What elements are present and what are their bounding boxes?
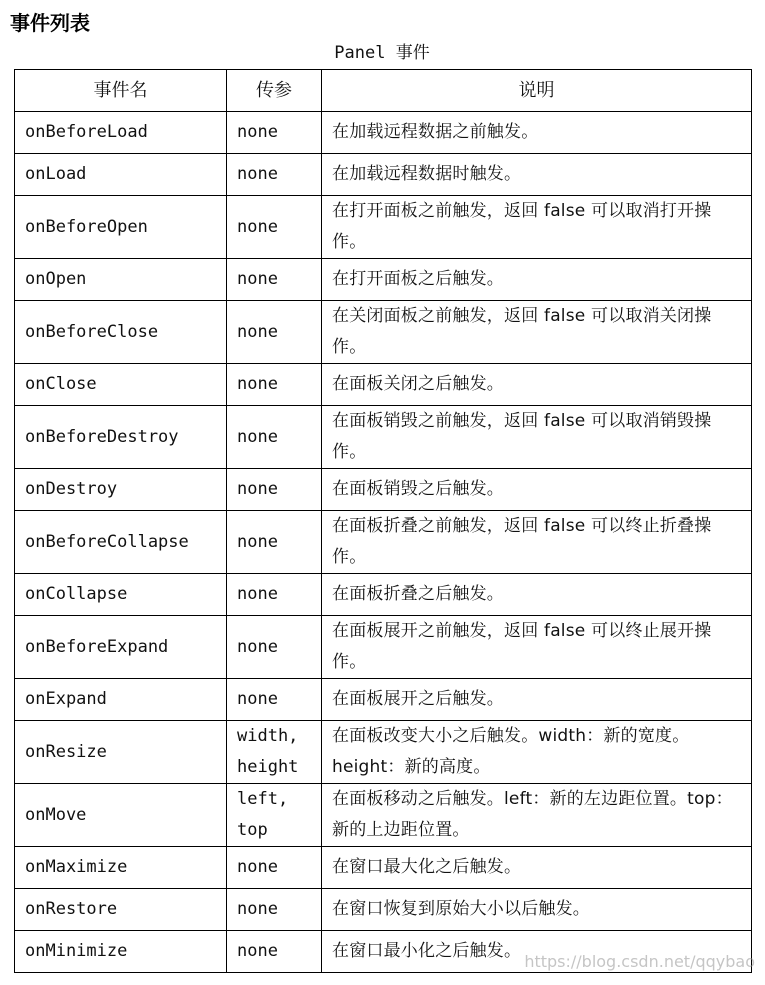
event-param-cell: left, top: [227, 784, 322, 847]
table-row: [15, 511, 752, 574]
event-param-cell: none: [227, 574, 322, 616]
event-param-cell: none: [227, 406, 322, 469]
event-name-cell: onClose: [15, 364, 227, 406]
event-description-cell: 在面板改变大小之后触发。width：新的宽度。height：新的高度。: [322, 721, 752, 784]
table-body: [15, 112, 752, 973]
event-description-cell: 在加载远程数据之前触发。: [322, 112, 752, 154]
event-description-cell: 在窗口最大化之后触发。: [322, 847, 752, 889]
event-description-cell: 在面板移动之后触发。left：新的左边距位置。top：新的上边距位置。: [322, 784, 752, 847]
page-heading: 事件列表: [10, 11, 90, 35]
table-caption: Panel 事件: [334, 43, 430, 63]
table-row: [15, 301, 752, 364]
table-row: [15, 259, 752, 301]
event-name-cell: onBeforeCollapse: [15, 511, 227, 574]
event-name-cell: onResize: [15, 721, 227, 784]
table-row: [15, 889, 752, 931]
event-name-cell: onExpand: [15, 679, 227, 721]
event-name-cell: onBeforeClose: [15, 301, 227, 364]
event-param-cell: none: [227, 889, 322, 931]
event-name-cell: onBeforeDestroy: [15, 406, 227, 469]
event-param-cell: none: [227, 196, 322, 259]
event-name-cell: onMaximize: [15, 847, 227, 889]
table-row: [15, 469, 752, 511]
event-description-cell: 在面板销毁之后触发。: [322, 469, 752, 511]
table-row: [15, 574, 752, 616]
event-description-cell: 在打开面板之前触发，返回 false 可以取消打开操作。: [322, 196, 752, 259]
event-name-cell: onDestroy: [15, 469, 227, 511]
table-header-row: [15, 70, 752, 112]
event-description-cell: 在面板展开之后触发。: [322, 679, 752, 721]
events-table: [14, 69, 752, 973]
event-param-cell: none: [227, 364, 322, 406]
event-name-cell: onLoad: [15, 154, 227, 196]
column-header-param: 传参: [227, 70, 322, 112]
event-param-cell: width, height: [227, 721, 322, 784]
table-row: [15, 784, 752, 847]
table-row: [15, 154, 752, 196]
event-param-cell: none: [227, 301, 322, 364]
column-header-desc: 说明: [322, 70, 752, 112]
table-row: [15, 616, 752, 679]
event-param-cell: none: [227, 847, 322, 889]
event-param-cell: none: [227, 154, 322, 196]
event-param-cell: none: [227, 931, 322, 973]
event-description-cell: 在面板折叠之前触发，返回 false 可以终止折叠操作。: [322, 511, 752, 574]
event-param-cell: none: [227, 469, 322, 511]
table-row: [15, 364, 752, 406]
event-name-cell: onRestore: [15, 889, 227, 931]
event-description-cell: 在面板展开之前触发，返回 false 可以终止展开操作。: [322, 616, 752, 679]
event-param-cell: none: [227, 112, 322, 154]
event-name-cell: onOpen: [15, 259, 227, 301]
event-name-cell: onMinimize: [15, 931, 227, 973]
table-row: [15, 721, 752, 784]
event-description-cell: 在加载远程数据时触发。: [322, 154, 752, 196]
event-name-cell: onBeforeLoad: [15, 112, 227, 154]
event-description-cell: 在面板关闭之后触发。: [322, 364, 752, 406]
table-row: [15, 406, 752, 469]
event-param-cell: none: [227, 679, 322, 721]
event-description-cell: 在面板折叠之后触发。: [322, 574, 752, 616]
table-row: [15, 196, 752, 259]
event-param-cell: none: [227, 259, 322, 301]
event-description-cell: 在关闭面板之前触发，返回 false 可以取消关闭操作。: [322, 301, 752, 364]
event-name-cell: onMove: [15, 784, 227, 847]
event-description-cell: 在窗口最小化之后触发。: [322, 931, 752, 973]
table-row: [15, 112, 752, 154]
event-description-cell: 在窗口恢复到原始大小以后触发。: [322, 889, 752, 931]
event-description-cell: 在面板销毁之前触发，返回 false 可以取消销毁操作。: [322, 406, 752, 469]
table-row: [15, 679, 752, 721]
event-name-cell: onCollapse: [15, 574, 227, 616]
event-name-cell: onBeforeExpand: [15, 616, 227, 679]
event-name-cell: onBeforeOpen: [15, 196, 227, 259]
event-param-cell: none: [227, 511, 322, 574]
event-description-cell: 在打开面板之后触发。: [322, 259, 752, 301]
column-header-name: 事件名: [15, 70, 227, 112]
table-row: [15, 847, 752, 889]
watermark: https://blog.csdn.net/qqybao: [524, 952, 755, 971]
event-param-cell: none: [227, 616, 322, 679]
